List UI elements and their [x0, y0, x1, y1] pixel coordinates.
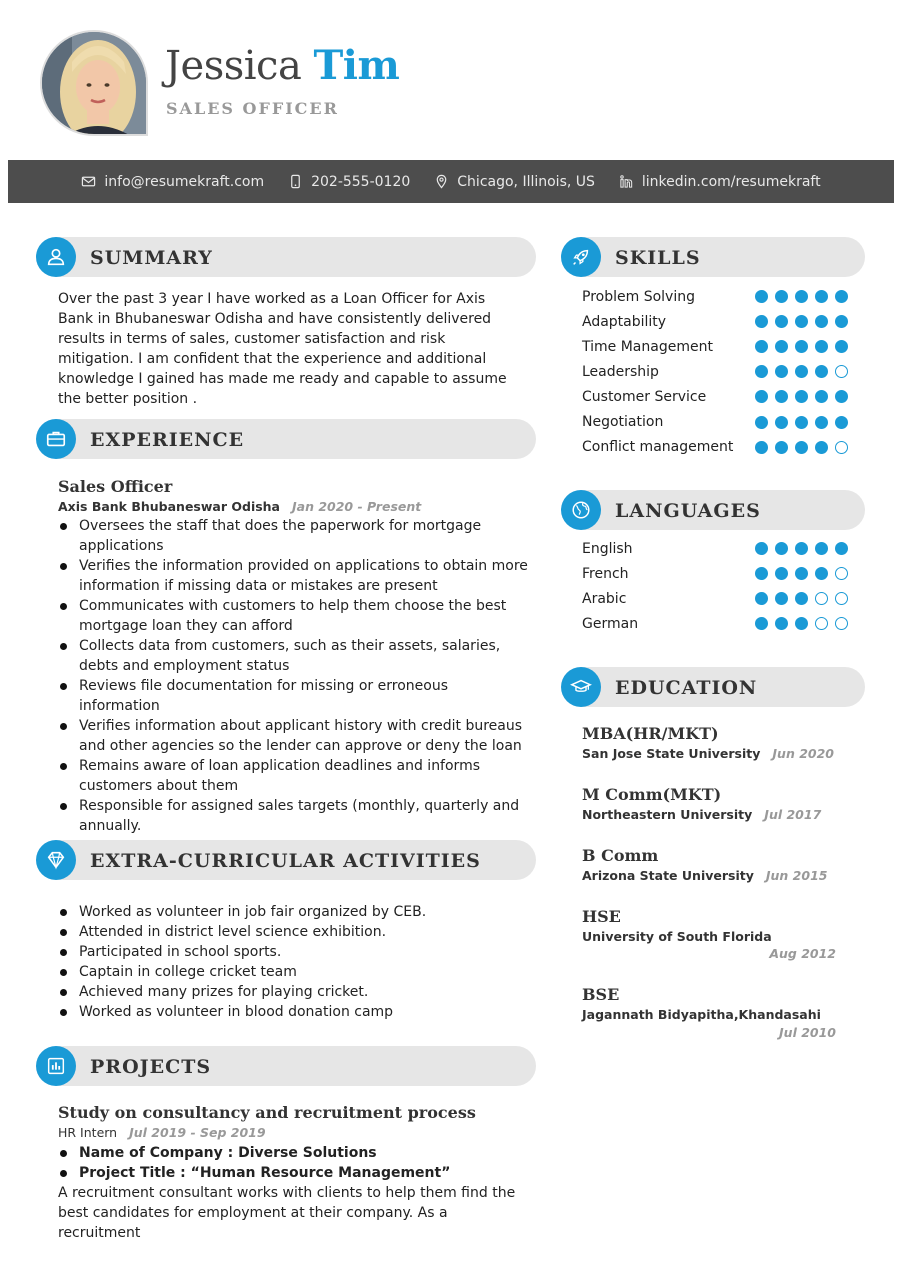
- education-school-line: [582, 868, 827, 883]
- project-role-line: [58, 1125, 266, 1140]
- rating-dot: [755, 365, 768, 378]
- skill-row: [582, 284, 848, 309]
- projects-section-header: [36, 1046, 536, 1086]
- linkedin-text: linkedin.com/resumekraft: [641, 173, 821, 190]
- summary-section-header: [36, 237, 536, 277]
- list-item: Communicates with customers to help them choose the best mortgage loan they can afford: [58, 596, 528, 636]
- skill-row: [582, 309, 848, 334]
- rating-dot: [775, 542, 788, 555]
- rating-dot: [835, 340, 848, 353]
- rating-dot: [795, 416, 808, 429]
- skill-rating-dots: [755, 441, 848, 454]
- language-rating-dots: [755, 542, 848, 555]
- rating-dot: [775, 441, 788, 454]
- rating-dot: [815, 542, 828, 555]
- globe-icon: [570, 499, 592, 521]
- list-item: Remains aware of loan application deadlines and informs customers about them: [58, 756, 528, 796]
- rating-dot: [775, 592, 788, 605]
- rating-dot: [795, 340, 808, 353]
- skill-name: Leadership: [582, 363, 659, 380]
- language-row: [582, 561, 848, 586]
- list-item: Name of Company : Diverse Solutions: [58, 1143, 528, 1163]
- education-date: Jun 2015: [765, 868, 828, 883]
- language-rating-dots: [755, 567, 848, 580]
- education-school: San Jose State University: [582, 746, 761, 761]
- location-text: Chicago, Illinois, US: [457, 173, 595, 190]
- language-rating-dots: [755, 592, 848, 605]
- rating-dot: [775, 416, 788, 429]
- user-icon: [45, 246, 67, 268]
- profile-photo-illustration: [42, 32, 148, 136]
- rating-dot: [755, 290, 768, 303]
- rating-dot: [755, 567, 768, 580]
- education-title: EDUCATION: [615, 677, 758, 699]
- summary-title: SUMMARY: [90, 247, 213, 269]
- rating-dot: [795, 441, 808, 454]
- languages-title: LANGUAGES: [615, 500, 761, 522]
- skill-name: Adaptability: [582, 313, 667, 330]
- language-row: [582, 536, 848, 561]
- rating-dot: [815, 315, 828, 328]
- skill-name: Time Management: [582, 338, 713, 355]
- rating-dot: [835, 592, 848, 605]
- last-name: Tim: [313, 42, 400, 89]
- project-bullets: [58, 1143, 528, 1183]
- rating-dot: [795, 617, 808, 630]
- candidate-name: [165, 42, 399, 89]
- skill-row: [582, 435, 848, 460]
- language-row: [582, 586, 848, 611]
- education-date: Aug 2012: [769, 946, 836, 961]
- rating-dot: [835, 542, 848, 555]
- summary-text: Over the past 3 year I have worked as a Loan Officer for Axis Bank in Bhubaneswar Odisha and have consistently delivered results in terms of sales, customer satisfaction and risk mitigation. I am confident that the experience and additional knowledge I gained has made me ready and capable to assume the better position .: [58, 291, 507, 407]
- skill-row: [582, 334, 848, 359]
- list-item: Achieved many prizes for playing cricket.: [58, 982, 528, 1002]
- briefcase-icon: [45, 428, 67, 450]
- rating-dot: [755, 441, 768, 454]
- job-company: Axis Bank Bhubaneswar Odisha: [58, 499, 280, 514]
- contact-email[interactable]: [81, 174, 264, 190]
- diamond-icon: [45, 849, 67, 871]
- rating-dot: [835, 617, 848, 630]
- job-date: Jan 2020 - Present: [292, 499, 422, 514]
- skill-rating-dots: [755, 340, 848, 353]
- rating-dot: [835, 567, 848, 580]
- list-item: Reviews file documentation for missing or erroneous information: [58, 676, 528, 716]
- skill-name: Problem Solving: [582, 288, 695, 305]
- list-item: Collects data from customers, such as their assets, salaries, debts and employment status: [58, 636, 528, 676]
- rating-dot: [815, 441, 828, 454]
- rating-dot: [835, 290, 848, 303]
- rating-dot: [755, 416, 768, 429]
- job-title: Sales Officer: [58, 477, 173, 496]
- education-school-line: [582, 746, 834, 761]
- rating-dot: [775, 617, 788, 630]
- skills-list: [582, 284, 848, 460]
- rating-dot: [775, 365, 788, 378]
- list-item: Oversees the staff that does the paperwork for mortgage applications: [58, 516, 528, 556]
- education-degree: MBA(HR/MKT): [582, 724, 719, 743]
- contact-linkedin[interactable]: [619, 174, 821, 190]
- rating-dot: [755, 315, 768, 328]
- rating-dot: [755, 617, 768, 630]
- project-title: Study on consultancy and recruitment process: [58, 1103, 476, 1122]
- rating-dot: [775, 340, 788, 353]
- rating-dot: [835, 315, 848, 328]
- education-school: Northeastern University: [582, 807, 753, 822]
- language-name: French: [582, 565, 629, 582]
- list-item: Responsible for assigned sales targets (monthly, quarterly and annually.: [58, 796, 528, 836]
- linkedin-icon: [619, 174, 634, 189]
- rating-dot: [775, 567, 788, 580]
- education-date: Jun 2020: [772, 746, 834, 761]
- rating-dot: [795, 290, 808, 303]
- rating-dot: [775, 390, 788, 403]
- skill-rating-dots: [755, 390, 848, 403]
- list-item: Verifies information about applicant history with credit bureaus and other agencies so the lender can approve or deny the loan: [58, 716, 528, 756]
- list-item: Worked as volunteer in job fair organized by CEB.: [58, 902, 528, 922]
- project-date: Jul 2019 - Sep 2019: [129, 1125, 266, 1140]
- rating-dot: [815, 592, 828, 605]
- languages-list: [582, 536, 848, 636]
- list-item: Attended in district level science exhibition.: [58, 922, 528, 942]
- email-icon: [81, 174, 96, 189]
- language-name: Arabic: [582, 590, 627, 607]
- rating-dot: [795, 365, 808, 378]
- rating-dot: [795, 592, 808, 605]
- rocket-icon: [570, 246, 592, 268]
- skills-section-header: [561, 237, 865, 277]
- project-role: HR Intern: [58, 1125, 118, 1140]
- rating-dot: [815, 290, 828, 303]
- list-item: Project Title : “Human Resource Management”: [58, 1163, 528, 1183]
- experience-title: EXPERIENCE: [90, 429, 245, 451]
- skill-name: Negotiation: [582, 414, 664, 431]
- language-row: [582, 611, 848, 636]
- education-school-line: [582, 807, 821, 822]
- experience-section-header: [36, 419, 536, 459]
- list-item: Participated in school sports.: [58, 942, 528, 962]
- language-name: German: [582, 615, 639, 632]
- chart-icon: [45, 1055, 67, 1077]
- education-school: University of South Florida: [582, 929, 772, 944]
- activities-section-header: [36, 840, 536, 880]
- rating-dot: [795, 315, 808, 328]
- list-item: Captain in college cricket team: [58, 962, 528, 982]
- rating-dot: [815, 567, 828, 580]
- skill-row: [582, 409, 848, 434]
- email-text: info@resumekraft.com: [104, 173, 265, 190]
- rating-dot: [775, 290, 788, 303]
- skill-rating-dots: [755, 365, 848, 378]
- skill-name: Conflict management: [582, 439, 734, 456]
- skill-row: [582, 359, 848, 384]
- rating-dot: [835, 441, 848, 454]
- graduation-cap-icon: [570, 676, 592, 698]
- education-degree: M Comm(MKT): [582, 785, 722, 804]
- skill-rating-dots: [755, 290, 848, 303]
- education-school: Arizona State University: [582, 868, 754, 883]
- education-date: Jul 2017: [764, 807, 822, 822]
- contact-bar: [8, 160, 894, 203]
- skill-name: Customer Service: [582, 388, 707, 405]
- phone-icon: [288, 174, 303, 189]
- language-rating-dots: [755, 617, 848, 630]
- rating-dot: [795, 390, 808, 403]
- job-company-line: [58, 499, 421, 514]
- rating-dot: [815, 365, 828, 378]
- rating-dot: [835, 416, 848, 429]
- rating-dot: [755, 592, 768, 605]
- language-name: English: [582, 540, 633, 557]
- skill-row: [582, 384, 848, 409]
- location-pin-icon: [434, 174, 449, 189]
- rating-dot: [815, 390, 828, 403]
- contact-phone[interactable]: [288, 174, 410, 190]
- education-section-header: [561, 667, 865, 707]
- activities-title: EXTRA-CURRICULAR ACTIVITIES: [90, 850, 481, 872]
- candidate-role: SALES OFFICER: [166, 99, 339, 118]
- rating-dot: [815, 340, 828, 353]
- rating-dot: [755, 542, 768, 555]
- experience-bullets: [58, 516, 528, 836]
- phone-text: 202-555-0120: [311, 173, 411, 190]
- languages-section-header: [561, 490, 865, 530]
- skill-rating-dots: [755, 416, 848, 429]
- list-item: Verifies the information provided on applications to obtain more information if missing data or mistakes are present: [58, 556, 528, 596]
- education-degree: B Comm: [582, 846, 659, 865]
- skill-rating-dots: [755, 315, 848, 328]
- contact-location[interactable]: [434, 174, 595, 190]
- project-description: A recruitment consultant works with clients to help them find the best candidates for employment at their company. As a recruitment: [58, 1185, 516, 1241]
- rating-dot: [755, 340, 768, 353]
- first-name: Jessica: [165, 43, 302, 89]
- education-degree: HSE: [582, 907, 621, 926]
- skills-title: SKILLS: [615, 247, 701, 269]
- activities-list: [58, 902, 528, 1022]
- education-date: Jul 2010: [779, 1025, 836, 1040]
- rating-dot: [775, 315, 788, 328]
- profile-photo: [40, 30, 148, 136]
- education-school: Jagannath Bidyapitha,Khandasahi: [582, 1007, 821, 1022]
- rating-dot: [835, 390, 848, 403]
- list-item: Worked as volunteer in blood donation camp: [58, 1002, 528, 1022]
- rating-dot: [815, 617, 828, 630]
- rating-dot: [835, 365, 848, 378]
- rating-dot: [755, 390, 768, 403]
- rating-dot: [795, 542, 808, 555]
- education-degree: BSE: [582, 985, 620, 1004]
- projects-title: PROJECTS: [90, 1056, 212, 1078]
- rating-dot: [815, 416, 828, 429]
- rating-dot: [795, 567, 808, 580]
